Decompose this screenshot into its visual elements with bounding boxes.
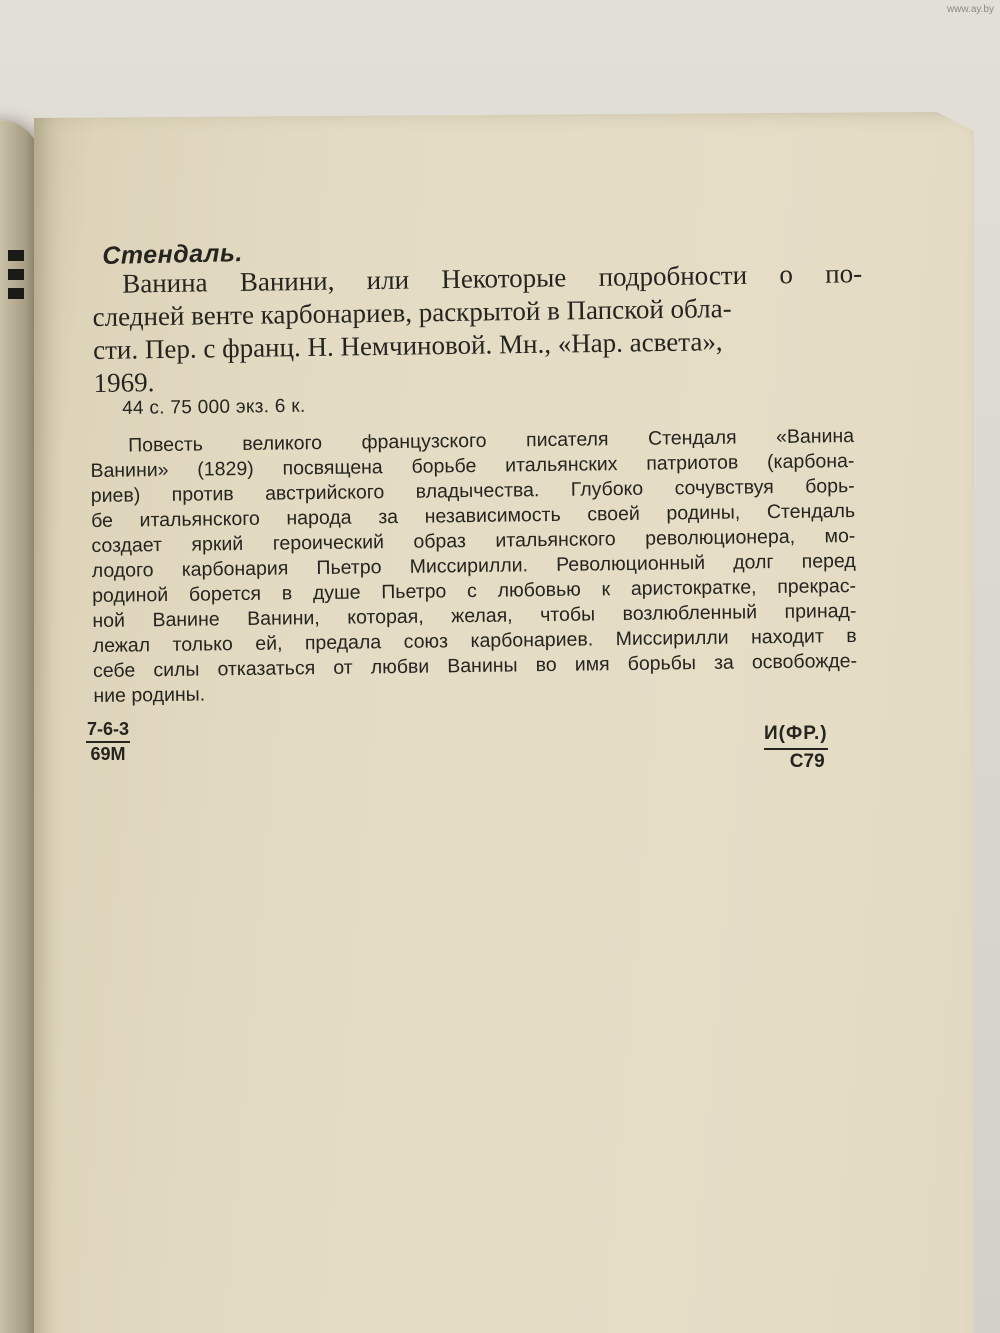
- annotation-word: итальянских: [505, 453, 618, 477]
- annotation-word: борь-: [805, 474, 855, 498]
- title-word: подробности: [598, 259, 748, 292]
- publication-meta: 44 с. 75 000 экз. 6 к.: [122, 395, 306, 419]
- title-line: 1969.: [93, 367, 155, 398]
- annotation-word: лежал: [92, 634, 151, 657]
- annotation-word: родиной: [91, 583, 169, 607]
- annotation-word: предала: [304, 631, 382, 655]
- code-left-numerator: 7-6-3: [86, 718, 130, 743]
- annotation-word: посвящена: [282, 456, 383, 480]
- annotation-word: прекрас-: [777, 574, 857, 599]
- annotation-word: долг: [733, 551, 774, 574]
- annotation-word: борьбе: [411, 454, 477, 478]
- annotation-word: создает: [91, 534, 163, 557]
- annotation-word: карбонария: [181, 557, 289, 581]
- annotation-word: душе: [312, 581, 361, 605]
- annotation-word: лодого: [91, 559, 154, 582]
- annotation-word: во: [535, 653, 557, 677]
- author-name: Стендаль.: [102, 239, 244, 270]
- annotation-word: имя: [574, 653, 610, 676]
- annotation-word: Пьетро: [381, 580, 447, 604]
- annotation-word: ей,: [255, 632, 283, 655]
- annotation-word: Ванини,: [247, 607, 320, 630]
- annotation-word: чтобы: [540, 603, 596, 627]
- annotation-word: независимость: [424, 503, 561, 528]
- annotation-word: которая,: [347, 605, 424, 629]
- annotation-word: Стендаля: [647, 426, 737, 450]
- title-word: по-: [824, 258, 863, 289]
- title-word: о: [779, 259, 794, 290]
- annotation-word: принад-: [784, 599, 857, 623]
- title-word: Ванини,: [239, 265, 335, 297]
- classification-code-right: [764, 722, 828, 774]
- annotation-word: от: [333, 656, 353, 679]
- annotation-word: Стендаль: [766, 499, 856, 524]
- annotation-word: союз: [403, 630, 449, 653]
- annotation-word: борется: [188, 582, 262, 606]
- annotation-word: героический: [272, 531, 385, 555]
- annotation-word: Революционный: [556, 551, 706, 576]
- annotation-word: писателя: [525, 428, 609, 452]
- annotation-word: риев): [90, 484, 141, 507]
- annotation-word: к: [601, 578, 611, 601]
- annotation-word: родины,: [666, 501, 741, 525]
- annotation-word: в: [281, 582, 293, 605]
- annotation-word: возлюбленный: [622, 601, 758, 626]
- annotation-word: за: [713, 651, 734, 674]
- annotation-word: (1829): [197, 457, 254, 481]
- annotation-word: аристократке,: [630, 576, 757, 600]
- annotation-word: Миссирилли.: [409, 554, 529, 578]
- annotation-word: сочувствуя: [674, 476, 774, 500]
- annotation-word: в: [846, 624, 857, 648]
- annotation-word: Миссирилли: [615, 626, 729, 651]
- annotation-word: борьбы: [627, 652, 697, 675]
- annotation-word: яркий: [191, 533, 244, 556]
- annotation-word: Ванини»: [90, 458, 169, 482]
- title-word: или: [366, 264, 410, 296]
- annotation-word: патриотов: [646, 451, 739, 475]
- annotation-word: владычества.: [415, 479, 540, 503]
- annotation-word: Ванины: [447, 654, 518, 678]
- annotation-word: (карбона-: [766, 449, 855, 474]
- annotation-word: перед: [801, 549, 856, 573]
- annotation-word: против: [171, 483, 234, 506]
- annotation-word: Пьетро: [316, 556, 382, 580]
- annotation-word: себе: [92, 659, 136, 682]
- annotation-word: Ванине: [152, 608, 220, 632]
- annotation-word: отказаться: [217, 657, 316, 681]
- annotation-word: освобожде-: [751, 649, 858, 674]
- annotation-word: итальянского: [495, 528, 616, 552]
- classification-code-left: [86, 718, 130, 765]
- annotation-word: образ: [413, 530, 467, 553]
- annotation-word: бе: [90, 509, 114, 532]
- title-line: следней венте карбонариев, раскрытой в Папской обла-: [92, 293, 732, 332]
- title-word: Некоторые: [441, 262, 567, 295]
- annotation-word: итальянского: [139, 507, 260, 532]
- annotation-word: революционера,: [645, 525, 796, 550]
- code-right-numerator: И(ФР.): [764, 722, 828, 750]
- annotation-word: ние: [93, 684, 132, 707]
- annotation-word: народа: [286, 506, 352, 530]
- annotation-word: только: [172, 633, 233, 656]
- annotation-word: «Ванина: [775, 424, 855, 449]
- annotation-word: карбонариев.: [470, 628, 594, 653]
- annotation-word: за: [378, 505, 399, 529]
- title-word: Ванина: [122, 267, 208, 299]
- code-left-denominator: 69М: [90, 744, 126, 764]
- annotation-word: французского: [361, 429, 487, 454]
- annotation-word: находит: [750, 625, 824, 649]
- annotation-word: родины.: [131, 683, 206, 707]
- annotation-word: любовью: [497, 578, 581, 602]
- annotation-word: любви: [370, 655, 430, 679]
- annotation-word: с: [466, 579, 477, 603]
- annotation-word: Глубоко: [570, 477, 644, 501]
- annotation-word: мо-: [824, 524, 856, 548]
- annotation-word: Повесть: [128, 433, 203, 457]
- title-block: [92, 257, 864, 400]
- annotation-word: своей: [587, 502, 640, 526]
- annotation-word: желая,: [451, 604, 513, 628]
- annotation: [90, 424, 858, 709]
- annotation-word: ной: [92, 609, 126, 632]
- code-right-denominator: С79: [789, 751, 825, 772]
- title-line: сти. Пер. с франц. Н. Немчиновой. Мн., «Нар. асвета»,: [92, 326, 723, 365]
- watermark: www.ay.by: [946, 4, 994, 15]
- annotation-word: австрийского: [264, 481, 385, 505]
- annotation-word: великого: [242, 431, 323, 456]
- annotation-word: силы: [153, 658, 200, 682]
